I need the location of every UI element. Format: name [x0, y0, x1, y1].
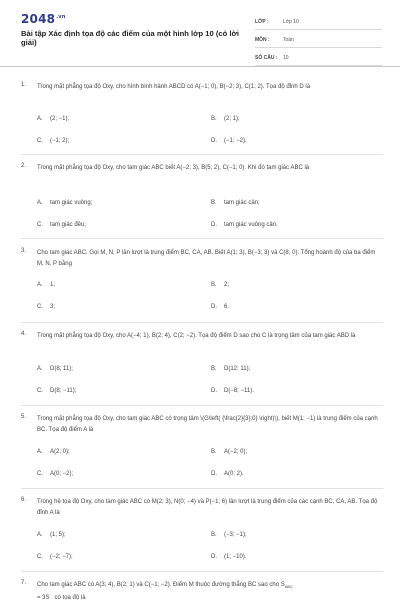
option-d[interactable]: D. D(−8; −11). [211, 388, 254, 394]
option-c[interactable]: C. 3; [37, 304, 56, 310]
question-number: 3. [21, 248, 27, 254]
option-d[interactable]: D. (−1; −2). [211, 138, 247, 144]
question-number: 1. [21, 82, 27, 88]
option-a[interactable]: A. 1; [37, 282, 56, 288]
question-number: 4. [21, 331, 27, 337]
question-divider [21, 405, 383, 406]
header-divider [0, 66, 400, 67]
subscript: ABC [284, 584, 293, 590]
meta-row-class: LỚP : Lớp 10 [255, 16, 382, 30]
option-b[interactable]: B. tam giác cân; [211, 200, 260, 206]
question-text: Trong hệ tọa độ Oxy, cho tam giác ABC có M(2; 3), N(0; −4) và P(−1; 6) lần lượt là trung điểm của các cạnh BC, CA, AB. Tọa độ đỉnh A là [37, 499, 378, 516]
question-divider [21, 154, 383, 155]
option-c[interactable]: C. A(0; −2); [37, 471, 74, 477]
option-b[interactable]: B. D(12; 11); [211, 366, 251, 372]
page-header [0, 0, 400, 64]
option-c[interactable]: C. D(8; −11); [37, 388, 77, 394]
question-number: 6. [21, 497, 27, 503]
option-b[interactable]: B. (−3; −1); [211, 532, 247, 538]
option-c[interactable]: C. tam giác đều; [37, 222, 87, 228]
question-divider [21, 322, 383, 323]
meta-row-count: SỐ CÂU : 10 [255, 52, 382, 66]
option-b[interactable]: B. 2; [211, 282, 230, 288]
question-text: Trong mặt phẳng tọa độ Oxy, cho tam giác ABC biết A(−2; 3), B(5; 2), C(−1; 0). Khi đó tam giác ABC là [37, 165, 310, 171]
option-d[interactable]: D. A(0; 2). [211, 471, 244, 477]
question-number: 5. [21, 414, 27, 420]
meta-table [255, 16, 382, 70]
question-text: Cho tam giác ABC. Gọi M, N, P lần lượt là trung điểm BC, CA, AB. Biết A(1; 3), B(−3; 3) và C(8; 0). Tổng hoành độ của ba điểm M, N, P bằng [37, 250, 376, 267]
option-a[interactable]: A. tam giác vuông; [37, 200, 93, 206]
option-b[interactable]: B. (2; 1); [211, 116, 240, 122]
option-d[interactable]: D. 6. [211, 304, 230, 310]
question-divider [21, 488, 383, 489]
option-a[interactable]: A. (1; 5); [37, 532, 66, 538]
question-number: 2. [21, 163, 27, 169]
question-text: Trong mặt phẳng tọa độ Oxy, cho tam giác ABC có trọng tâm \(G\left( {\frac{2}{3};0} \right)\), biết M(1; −1) là trung điểm của cạnh BC. Tọa độ điểm A là [37, 416, 378, 433]
question-divider [21, 571, 383, 572]
option-d[interactable]: D. tam giác vuông cân. [211, 222, 278, 228]
question-text: Trong mặt phẳng tọa độ Oxy, cho hình bình hành ABCD có A(−1; 0), B(−2; 3), C(1; 2). Tọa độ đỉnh D là [37, 84, 311, 90]
question-text: Trong mặt phẳng tọa độ Oxy, cho A(−4; 1), B(2; 4), C(2; −2). Tọa độ điểm D sao cho C là trọng tâm của tam giác ABD là [37, 333, 356, 339]
question-divider [21, 238, 383, 239]
option-d[interactable]: D. (1; −10). [211, 554, 247, 560]
question-number: 7. [21, 580, 27, 586]
page-title: Bài tập Xác định tọa độ các điểm của một hình lớp 10 (có lời giải) [21, 29, 239, 47]
option-a[interactable]: A. (2; −1); [37, 116, 70, 122]
option-c[interactable]: C. (−1; 2); [37, 138, 70, 144]
option-c[interactable]: C. (−2; −7); [37, 554, 73, 560]
option-b[interactable]: B. A(−2; 0); [211, 449, 248, 455]
option-a[interactable]: A. D(8; 11); [37, 366, 73, 372]
option-a[interactable]: A. A(2; 0); [37, 449, 70, 455]
meta-row-subject: MÔN : Toán [255, 34, 382, 48]
site-logo[interactable]: $2048^{.vn}$ [21, 12, 66, 26]
question-text: Cho tam giác ABC có A(3; 4), B(2; 1) và C(−1; −2). Điểm M thuộc đường thẳng BC sao cho $S_{ABC}$ = 3S có tọa độ là [37, 582, 293, 601]
